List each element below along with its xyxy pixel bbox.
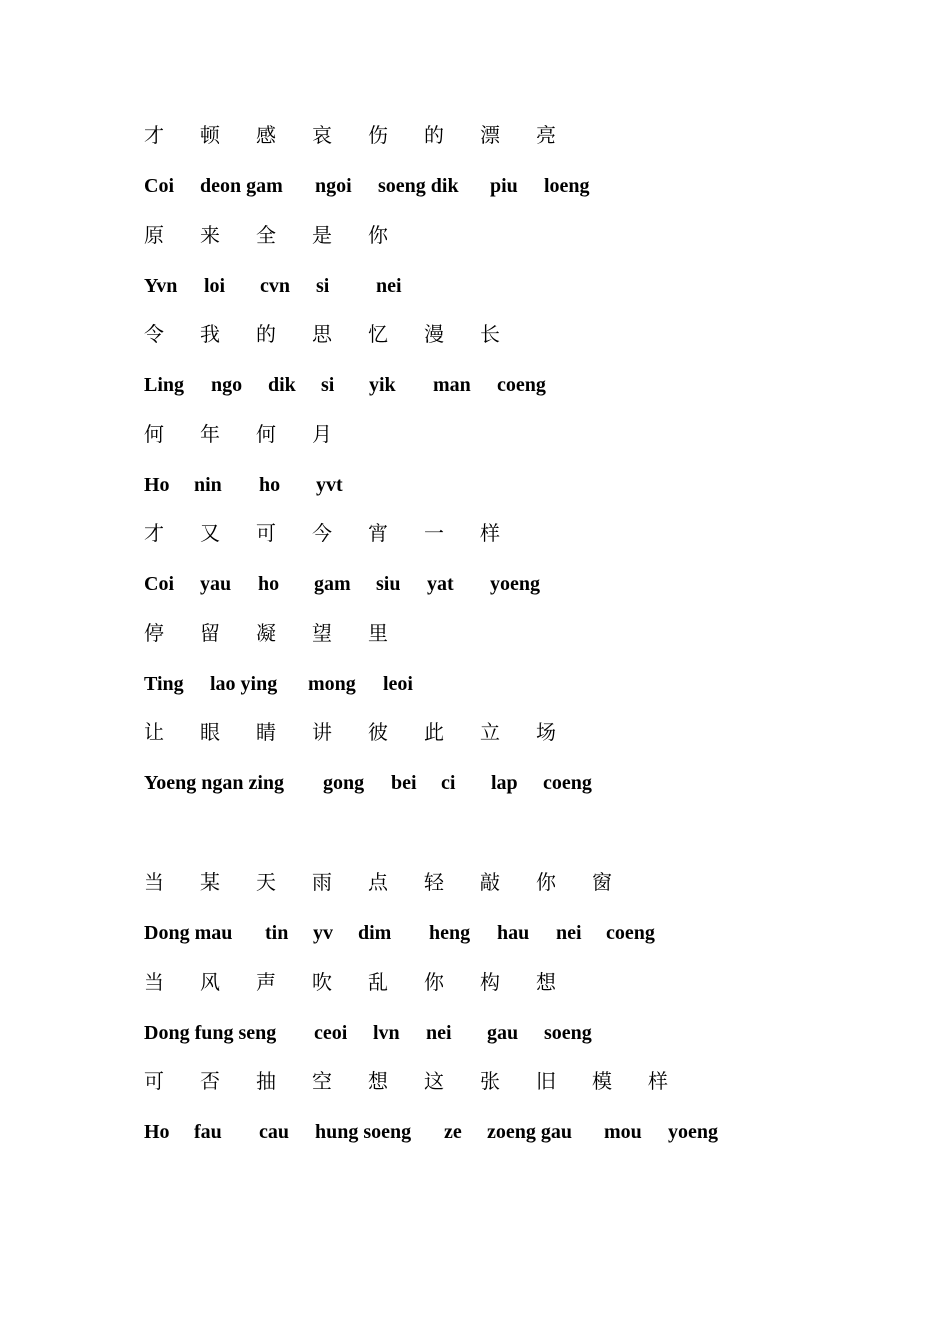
chinese-character: 才 [144, 123, 164, 147]
romanization-syllable: Ho [144, 1121, 170, 1143]
lyric-line-chinese [0, 321, 950, 351]
romanization-syllable: ci [441, 772, 456, 794]
romanization-syllable: dim [358, 922, 392, 944]
chinese-character: 年 [200, 422, 220, 446]
romanization-syllable: loeng [544, 175, 590, 197]
lyric-line-romanization [0, 472, 950, 502]
chinese-character: 声 [256, 970, 276, 994]
lyric-line-romanization [0, 920, 950, 950]
romanization-syllable: man [433, 374, 471, 396]
romanization-syllable: yau [200, 573, 232, 595]
romanization-syllable: cau [259, 1121, 289, 1143]
chinese-character: 月 [312, 422, 332, 446]
chinese-character: 我 [200, 322, 220, 346]
chinese-character: 留 [200, 621, 220, 645]
romanization-syllable: fau [194, 1121, 222, 1143]
chinese-character: 让 [144, 720, 164, 744]
chinese-character: 敲 [480, 870, 500, 894]
chinese-character: 长 [480, 322, 500, 346]
lyric-line-chinese [0, 222, 950, 252]
chinese-character: 的 [424, 123, 444, 147]
romanization-syllable: lvn [373, 1022, 400, 1044]
chinese-character: 宵 [368, 521, 388, 545]
romanization-syllable: ze [444, 1121, 462, 1143]
chinese-character: 想 [536, 970, 556, 994]
romanization-syllable: si [316, 275, 330, 297]
chinese-character: 讲 [312, 720, 332, 744]
chinese-character: 你 [368, 223, 388, 247]
lyric-line-chinese [0, 421, 950, 451]
romanization-syllable: yoeng [668, 1121, 718, 1143]
chinese-character: 停 [144, 621, 164, 645]
romanization-syllable: ho [258, 573, 280, 595]
romanization-syllable: Dong mau [144, 922, 233, 944]
romanization-syllable: gam [314, 573, 351, 595]
romanization-syllable: cvn [260, 275, 290, 297]
chinese-character: 是 [312, 223, 332, 247]
romanization-syllable: ngoi [315, 175, 352, 197]
romanization-syllable: mou [604, 1121, 642, 1143]
romanization-syllable: Yoeng ngan zing [144, 772, 285, 794]
chinese-character: 何 [144, 422, 164, 446]
chinese-character: 轻 [424, 870, 444, 894]
chinese-character: 空 [312, 1069, 332, 1093]
lyric-line-romanization [0, 1020, 950, 1050]
romanization-syllable: mong [308, 673, 356, 695]
romanization-syllable: si [321, 374, 335, 396]
chinese-character: 你 [536, 870, 556, 894]
romanization-syllable: soeng dik [378, 175, 459, 197]
chinese-character: 雨 [312, 870, 332, 894]
chinese-character: 旧 [536, 1069, 556, 1093]
chinese-character: 忆 [368, 322, 388, 346]
chinese-character: 一 [424, 521, 444, 545]
lyric-line-chinese [0, 719, 950, 749]
romanization-syllable: nei [426, 1022, 452, 1044]
lyric-line-romanization [0, 372, 950, 402]
chinese-character: 睛 [256, 720, 276, 744]
romanization-syllable: gau [487, 1022, 519, 1044]
lyric-line-romanization [0, 173, 950, 203]
chinese-character: 模 [592, 1069, 612, 1093]
romanization-syllable: coeng [606, 922, 655, 944]
chinese-character: 漂 [480, 123, 500, 147]
romanization-syllable: hung soeng [315, 1121, 412, 1143]
lyric-line-chinese [0, 520, 950, 550]
romanization-syllable: hau [497, 922, 530, 944]
chinese-character: 凝 [256, 621, 276, 645]
lyric-line-chinese [0, 869, 950, 899]
romanization-syllable: siu [376, 573, 401, 595]
lyric-line-chinese [0, 620, 950, 650]
romanization-syllable: gong [323, 772, 365, 794]
chinese-character: 望 [312, 621, 332, 645]
chinese-character: 当 [144, 870, 164, 894]
lyric-line-romanization [0, 770, 950, 800]
lyric-line-chinese [0, 969, 950, 999]
chinese-character: 可 [256, 521, 276, 545]
chinese-character: 样 [480, 521, 500, 545]
romanization-syllable: zoeng gau [487, 1121, 572, 1143]
chinese-character: 吹 [312, 970, 332, 994]
chinese-character: 顿 [200, 123, 220, 147]
chinese-character: 伤 [368, 123, 388, 147]
chinese-character: 当 [144, 970, 164, 994]
romanization-syllable: bei [391, 772, 417, 794]
romanization-syllable: leoi [383, 673, 413, 695]
lyric-line-romanization [0, 273, 950, 303]
romanization-syllable: yik [369, 374, 396, 396]
romanization-syllable: yoeng [490, 573, 540, 595]
chinese-character: 感 [256, 123, 276, 147]
romanization-syllable: yvt [316, 474, 343, 496]
romanization-syllable: ho [259, 474, 281, 496]
romanization-syllable: yat [427, 573, 454, 595]
chinese-character: 里 [368, 621, 388, 645]
chinese-character: 令 [144, 322, 164, 346]
chinese-character: 原 [144, 223, 164, 247]
lyric-line-romanization [0, 1119, 950, 1149]
chinese-character: 又 [200, 521, 220, 545]
chinese-character: 立 [480, 720, 500, 744]
chinese-character: 你 [424, 970, 444, 994]
chinese-character: 构 [480, 970, 500, 994]
chinese-character: 此 [424, 720, 444, 744]
romanization-syllable: tin [265, 922, 289, 944]
romanization-syllable: coeng [497, 374, 546, 396]
romanization-syllable: dik [268, 374, 296, 396]
romanization-syllable: heng [429, 922, 471, 944]
romanization-syllable: deon gam [200, 175, 283, 197]
romanization-syllable: Dong fung seng [144, 1022, 277, 1044]
romanization-syllable: Coi [144, 175, 174, 197]
romanization-syllable: nin [194, 474, 222, 496]
lyric-line-romanization [0, 571, 950, 601]
chinese-character: 抽 [256, 1069, 276, 1093]
chinese-character: 可 [144, 1069, 164, 1093]
romanization-syllable: Ling [144, 374, 185, 396]
chinese-character: 来 [200, 223, 220, 247]
chinese-character: 场 [536, 720, 556, 744]
chinese-character: 今 [312, 521, 332, 545]
chinese-character: 点 [368, 870, 388, 894]
chinese-character: 否 [200, 1069, 220, 1093]
chinese-character: 窗 [592, 870, 612, 894]
chinese-character: 彼 [368, 720, 388, 744]
chinese-character: 全 [256, 223, 276, 247]
romanization-syllable: ngo [211, 374, 243, 396]
romanization-syllable: Ting [144, 673, 184, 695]
chinese-character: 某 [200, 870, 220, 894]
lyric-line-romanization [0, 671, 950, 701]
romanization-syllable: nei [556, 922, 582, 944]
romanization-syllable: Ho [144, 474, 170, 496]
romanization-syllable: Coi [144, 573, 174, 595]
chinese-character: 眼 [200, 720, 220, 744]
chinese-character: 思 [312, 322, 332, 346]
chinese-character: 亮 [536, 123, 556, 147]
chinese-character: 张 [480, 1069, 500, 1093]
romanization-syllable: lap [491, 772, 518, 794]
chinese-character: 风 [200, 970, 220, 994]
chinese-character: 乱 [368, 970, 388, 994]
lyric-line-chinese [0, 1068, 950, 1098]
chinese-character: 样 [648, 1069, 668, 1093]
lyric-line-chinese [0, 122, 950, 152]
romanization-syllable: lao ying [210, 673, 278, 695]
chinese-character: 天 [256, 870, 276, 894]
romanization-syllable: coeng [543, 772, 592, 794]
chinese-character: 漫 [424, 322, 444, 346]
romanization-syllable: ceoi [314, 1022, 348, 1044]
chinese-character: 的 [256, 322, 276, 346]
romanization-syllable: Yvn [144, 275, 178, 297]
chinese-character: 这 [424, 1069, 444, 1093]
romanization-syllable: nei [376, 275, 402, 297]
chinese-character: 才 [144, 521, 164, 545]
romanization-syllable: loi [204, 275, 226, 297]
romanization-syllable: soeng [544, 1022, 592, 1044]
chinese-character: 何 [256, 422, 276, 446]
romanization-syllable: yv [313, 922, 333, 944]
romanization-syllable: piu [490, 175, 518, 197]
chinese-character: 想 [368, 1069, 388, 1093]
chinese-character: 哀 [312, 123, 332, 147]
